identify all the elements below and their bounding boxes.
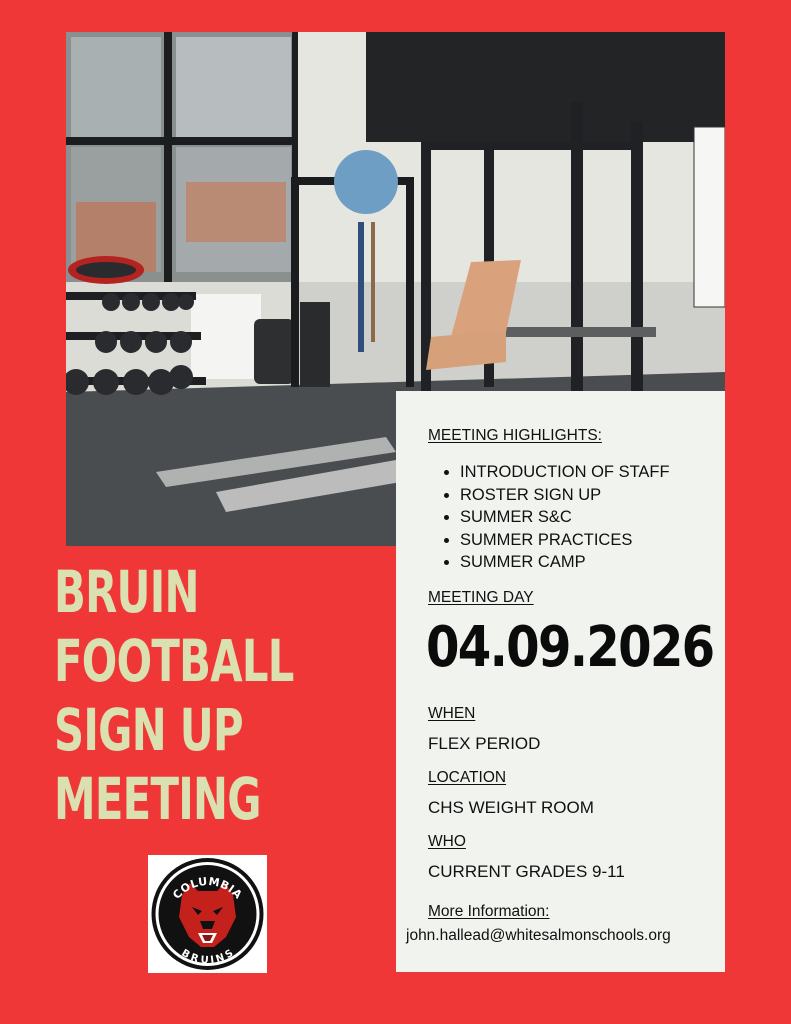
contact-email[interactable]: john.hallead@whitesalmonschools.org	[406, 927, 671, 944]
meeting-info-panel	[396, 391, 725, 972]
location-heading: LOCATION	[428, 769, 507, 786]
when-value: FLEX PERIOD	[428, 734, 541, 753]
who-heading: WHO	[428, 833, 466, 850]
list-item: • SUMMER S&C	[460, 506, 670, 529]
title-line: MEETING	[54, 765, 261, 833]
list-item: • SUMMER PRACTICES	[460, 529, 670, 552]
highlights-heading: MEETING HIGHLIGHTS:	[428, 427, 602, 444]
list-item: • INTRODUCTION OF STAFF	[460, 461, 670, 484]
list-item: • ROSTER SIGN UP	[460, 484, 670, 507]
title-line: BRUIN	[54, 558, 199, 626]
meeting-date: 04.09.2026	[426, 615, 714, 680]
logo-top-text: COLUMBIA	[170, 874, 245, 902]
more-info-heading: More Information:	[428, 903, 550, 920]
location-value: CHS WEIGHT ROOM	[428, 798, 594, 817]
title-line: FOOTBALL	[54, 627, 294, 695]
title-line: SIGN UP	[54, 696, 243, 764]
when-heading: WHEN	[428, 705, 476, 722]
who-value: CURRENT GRADES 9-11	[428, 862, 625, 881]
bear-logo-icon	[148, 855, 267, 973]
meeting-day-heading: MEETING DAY	[428, 589, 534, 606]
list-item: • SUMMER CAMP	[460, 551, 670, 574]
columbia-bruins-logo	[148, 855, 267, 973]
poster-title	[54, 558, 294, 834]
highlights-list	[428, 461, 670, 574]
logo-bottom-text: BRUINS	[179, 947, 236, 967]
